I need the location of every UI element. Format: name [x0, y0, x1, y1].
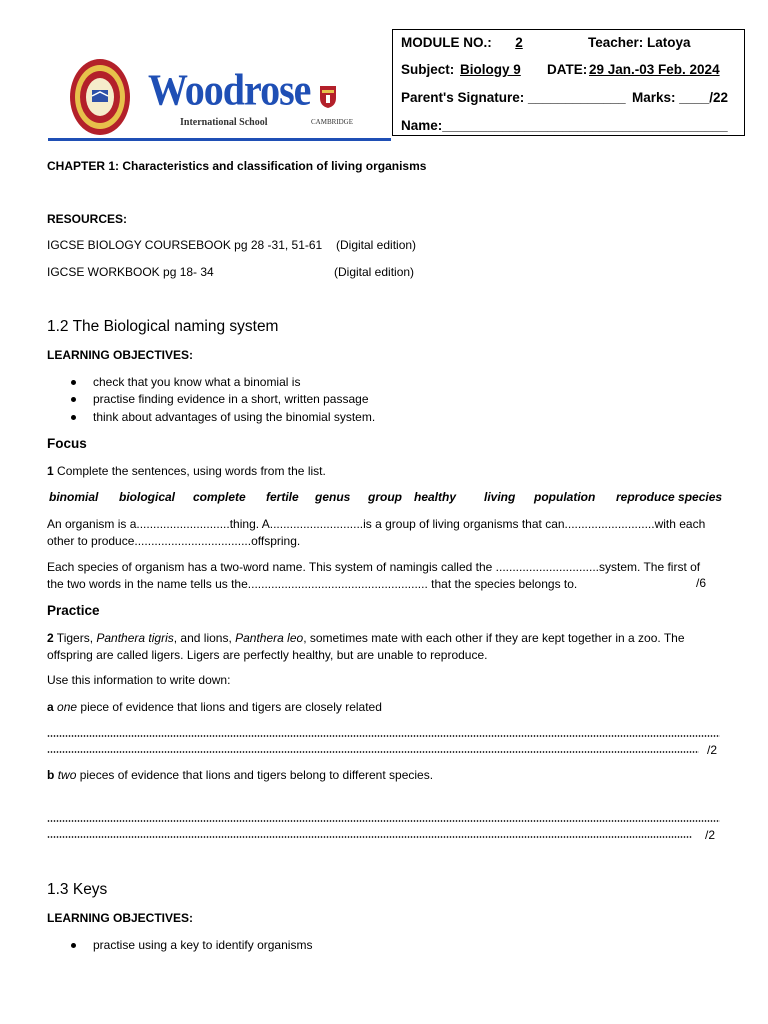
logo-underline — [48, 138, 391, 141]
name-field: Name:______________________________________ — [401, 118, 728, 133]
question-1-paragraph-1: An organism is a............................thing. A............................is a group of living organisms that can...........................with each other to produce...................................offspring. — [47, 517, 706, 548]
objective-item: check that you know what a binomial is — [93, 375, 301, 389]
word-complete: complete — [193, 490, 246, 504]
learning-objectives-heading: LEARNING OBJECTIVES: — [47, 348, 194, 362]
school-crest-logo — [68, 56, 132, 138]
chapter-title: CHAPTER 1: Characteristics and classification of living organisms — [47, 159, 427, 173]
word-biological: biological — [119, 490, 176, 504]
objective-item: practise finding evidence in a short, written passage — [93, 392, 369, 406]
word-binomial: binomial — [49, 490, 99, 504]
date-value: 29 Jan.-03 Feb. 2024 — [589, 62, 720, 77]
practice-heading: Practice — [47, 603, 100, 618]
q2b-text: pieces of evidence that lions and tigers belong to different species. — [76, 768, 434, 782]
module-value: 2 — [515, 35, 523, 50]
learning-objectives-heading-1-3: LEARNING OBJECTIVES: — [47, 911, 194, 925]
resource-workbook: IGCSE WORKBOOK pg 18- 34 — [47, 265, 214, 279]
resource-workbook-edition: (Digital edition) — [334, 265, 415, 279]
resources-heading: RESOURCES: — [47, 212, 128, 226]
cambridge-label: CAMBRIDGE — [311, 118, 354, 126]
subject-value: Biology 9 — [460, 62, 521, 77]
question-2a — [47, 700, 382, 714]
answer-line-2b-1[interactable] — [47, 820, 720, 822]
question-2-paragraph — [47, 630, 722, 664]
school-subtitle: International School — [180, 117, 268, 128]
resource-coursebook-edition: (Digital edition) — [336, 238, 417, 252]
q2b-letter: b — [47, 768, 55, 782]
use-info-instruction: Use this information to write down: — [47, 673, 231, 687]
q2-text: Tigers, — [53, 631, 97, 645]
module-label: MODULE NO.: — [401, 35, 492, 50]
word-reproduce-species: reproduce species — [616, 490, 723, 504]
cambridge-shield-icon — [320, 86, 336, 108]
question-2b-marks: /2 — [705, 828, 716, 842]
question-1-marks: /6 — [696, 576, 707, 590]
q2a-emphasis: one — [57, 700, 78, 714]
marks-field: Marks: ____/22 — [632, 90, 729, 105]
subject-label: Subject: — [401, 62, 455, 77]
bullet-icon — [71, 943, 76, 948]
bullet-icon — [71, 415, 76, 420]
teacher-label: Teacher: Latoya — [588, 35, 691, 50]
bullet-icon — [71, 380, 76, 385]
question-2a-marks: /2 — [707, 743, 718, 757]
q2a-text: piece of evidence that lions and tigers are closely related — [77, 700, 382, 714]
question-2b — [47, 768, 433, 782]
answer-line-2a-1[interactable] — [47, 735, 720, 737]
word-genus: genus — [315, 490, 351, 504]
school-name: Woodrose — [148, 64, 311, 115]
q2-text: , sometimes mate with each other if they are kept together in a zoo. The offspring are called ligers. Ligers are perfectly healthy, but are unable to reproduce. — [47, 631, 685, 662]
section-1-3-title: 1.3 Keys — [47, 881, 108, 898]
answer-line-2b-2[interactable] — [47, 836, 692, 838]
word-group: group — [368, 490, 402, 504]
q2a-letter: a — [47, 700, 54, 714]
focus-heading: Focus — [47, 436, 87, 451]
question-1-number: 1 — [47, 464, 54, 478]
q2-text: , and lions, — [173, 631, 236, 645]
answer-line-2a-2[interactable] — [47, 751, 699, 753]
q2b-emphasis: two — [57, 768, 77, 782]
word-fertile: fertile — [266, 490, 299, 504]
section-1-2-title: 1.2 The Biological naming system — [47, 318, 279, 335]
question-1-text: Complete the sentences, using words from the list. — [53, 464, 326, 478]
bullet-icon — [71, 397, 76, 402]
q2-lion-name: Panthera leo — [235, 631, 304, 645]
word-population: population — [534, 490, 596, 504]
parent-signature-field: Parent's Signature: _____________ — [401, 90, 626, 105]
q2-tiger-name: Panthera tigris — [96, 631, 174, 645]
question-2-number: 2 — [47, 631, 54, 645]
objective-item-1-3: practise using a key to identify organisms — [93, 938, 313, 952]
resource-coursebook: IGCSE BIOLOGY COURSEBOOK pg 28 -31, 51-61 — [47, 238, 323, 252]
question-1 — [47, 464, 326, 478]
word-healthy: healthy — [414, 490, 457, 504]
word-living: living — [484, 490, 516, 504]
question-1-paragraph-2: Each species of organism has a two-word name. This system of namingis called the ...............................system. The first of the two words in the name tells us the...................................................... that the species belongs to. — [47, 560, 701, 591]
date-label: DATE: — [547, 62, 588, 77]
objective-item: think about advantages of using the binomial system. — [93, 410, 376, 424]
